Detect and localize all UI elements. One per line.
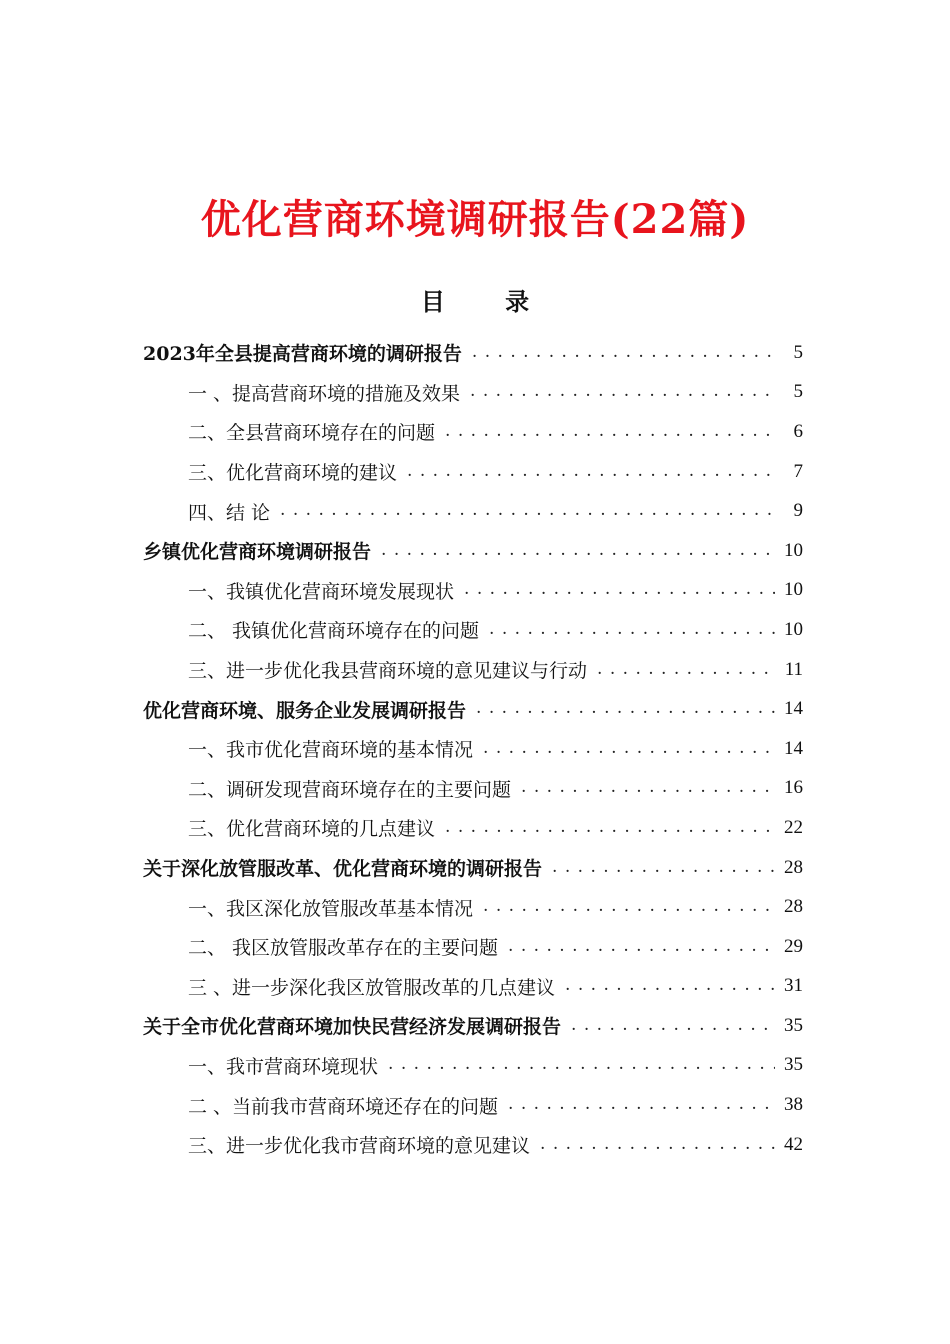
toc-dot-leader <box>483 897 775 917</box>
toc-entry-label: 一、我区深化放管服改革基本情况 <box>188 897 474 920</box>
toc-entry-label: 优化营商环境、服务企业发展调研报告 <box>143 699 467 722</box>
toc-page-number: 38 <box>784 1094 803 1116</box>
toc-section-entry[interactable] <box>143 769 803 809</box>
toc-section-entry[interactable] <box>143 967 803 1007</box>
toc-dot-leader <box>565 976 775 996</box>
toc-dot-leader <box>280 501 775 521</box>
toc-entry-label: 关于全市优化营商环境加快民营经济发展调研报告 <box>143 1016 562 1039</box>
toc-page-number: 7 <box>793 460 803 482</box>
toc-chapter-entry[interactable] <box>143 531 803 571</box>
toc-dot-leader <box>508 1095 775 1115</box>
toc-section-entry[interactable] <box>143 412 803 452</box>
toc-section-entry[interactable] <box>143 927 803 967</box>
toc-page-number: 29 <box>784 935 803 957</box>
toc-entry-label: 三、优化营商环境的几点建议 <box>188 818 436 841</box>
toc-section-entry[interactable] <box>143 373 803 413</box>
toc-entry-label: 2023年全县提高营商环境的调研报告 <box>143 343 462 366</box>
toc-chapter-entry[interactable] <box>143 1006 803 1046</box>
toc-entry-label: 二、 我镇优化营商环境存在的问题 <box>188 620 480 643</box>
toc-entry-label: 一、我市营商环境现状 <box>188 1055 379 1078</box>
toc-dot-leader <box>464 580 775 600</box>
toc-dot-leader <box>381 541 775 561</box>
toc-page-number: 35 <box>784 1054 803 1076</box>
toc-page-number: 14 <box>784 737 803 759</box>
toc-chapter-entry[interactable] <box>143 333 803 373</box>
toc-heading: 目 录 <box>420 287 556 316</box>
toc-dot-leader <box>483 739 775 759</box>
toc-dot-leader <box>472 343 775 363</box>
toc-entry-label: 二 、当前我市营商环境还存在的问题 <box>188 1095 499 1118</box>
toc-page-number: 28 <box>784 856 803 878</box>
table-of-contents <box>143 333 803 1164</box>
toc-section-entry[interactable] <box>143 610 803 650</box>
toc-entry-label: 三 、进一步深化我区放管服改革的几点建议 <box>188 976 556 999</box>
toc-dot-leader <box>407 462 775 482</box>
toc-page-number: 35 <box>784 1014 803 1036</box>
toc-dot-leader <box>470 382 775 402</box>
toc-entry-label: 三、进一步优化我县营商环境的意见建议与行动 <box>188 660 588 683</box>
toc-dot-leader <box>489 620 775 640</box>
toc-entry-label: 二、调研发现营商环境存在的主要问题 <box>188 778 512 801</box>
toc-entry-label: 二、全县营商环境存在的问题 <box>188 422 436 445</box>
toc-dot-leader <box>476 699 775 719</box>
toc-entry-label: 二、 我区放管服改革存在的主要问题 <box>188 937 499 960</box>
toc-page-number: 14 <box>784 698 803 720</box>
toc-page-number: 5 <box>793 341 803 363</box>
toc-section-entry[interactable] <box>143 650 803 690</box>
toc-section-entry[interactable] <box>143 1125 803 1165</box>
toc-section-entry[interactable] <box>143 571 803 611</box>
toc-section-entry[interactable] <box>143 452 803 492</box>
toc-section-entry[interactable] <box>143 1046 803 1086</box>
toc-page-number: 28 <box>784 896 803 918</box>
document-title: 优化营商环境调研报告(22篇) <box>200 196 750 243</box>
toc-dot-leader <box>521 778 775 798</box>
toc-page-number: 16 <box>784 777 803 799</box>
toc-dot-leader <box>445 422 775 442</box>
toc-dot-leader <box>597 660 775 680</box>
toc-chapter-entry[interactable] <box>143 848 803 888</box>
toc-page-number: 6 <box>793 420 803 442</box>
toc-page-number: 11 <box>784 658 803 680</box>
toc-entry-label: 三、进一步优化我市营商环境的意见建议 <box>188 1135 531 1158</box>
toc-page-number: 42 <box>784 1133 803 1155</box>
toc-dot-leader <box>388 1055 775 1075</box>
toc-entry-label: 关于深化放管服改革、优化营商环境的调研报告 <box>143 858 543 881</box>
toc-entry-label: 四、结 论 <box>188 501 271 524</box>
toc-dot-leader <box>571 1016 775 1036</box>
toc-section-entry[interactable] <box>143 491 803 531</box>
toc-page-number: 10 <box>784 539 803 561</box>
toc-entry-label: 三、优化营商环境的建议 <box>188 462 398 485</box>
toc-entry-label: 一 、提高营商环境的措施及效果 <box>188 382 461 405</box>
toc-page-number: 10 <box>784 579 803 601</box>
toc-section-entry[interactable] <box>143 1085 803 1125</box>
toc-dot-leader <box>508 937 775 957</box>
toc-page-number: 9 <box>793 500 803 522</box>
toc-dot-leader <box>445 818 775 838</box>
toc-page-number: 31 <box>784 975 803 997</box>
toc-section-entry[interactable] <box>143 808 803 848</box>
toc-entry-label: 一、我镇优化营商环境发展现状 <box>188 580 455 603</box>
toc-page-number: 10 <box>784 618 803 640</box>
toc-entry-label: 乡镇优化营商环境调研报告 <box>143 541 372 564</box>
toc-entry-label: 一、我市优化营商环境的基本情况 <box>188 739 474 762</box>
toc-chapter-entry[interactable] <box>143 689 803 729</box>
toc-section-entry[interactable] <box>143 887 803 927</box>
toc-page-number: 22 <box>784 816 803 838</box>
toc-dot-leader <box>552 858 775 878</box>
toc-dot-leader <box>540 1135 775 1155</box>
toc-section-entry[interactable] <box>143 729 803 769</box>
toc-page-number: 5 <box>793 381 803 403</box>
